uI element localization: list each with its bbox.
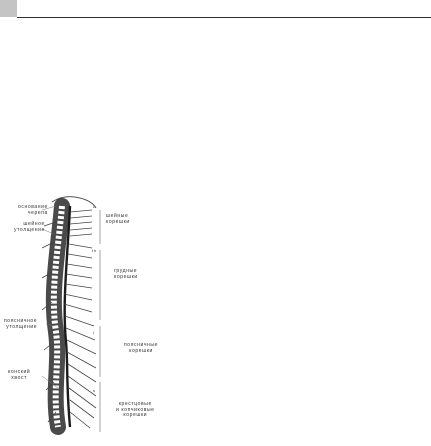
segment-mark-s: s <box>93 388 96 393</box>
segment-mark-th: th <box>92 248 97 253</box>
label-lumbar-enlargement: поясничное утолщение <box>4 318 38 330</box>
label-lumbar-roots: поясничные корешки <box>124 342 158 354</box>
label-cervical-enlargement: шейное утолщение <box>14 221 45 233</box>
label-cervical-roots: шейные корешки <box>106 213 130 225</box>
label-terminal-part: конский хвост <box>8 369 31 381</box>
corner-marker <box>0 0 17 17</box>
spinal-cord-diagram <box>0 192 200 446</box>
label-skull-base: основание черепа <box>18 204 48 216</box>
top-divider <box>17 17 431 18</box>
segment-mark-l: l <box>93 330 95 335</box>
label-sacral-roots: крестцовые и копчиковые корешки <box>116 401 155 418</box>
label-thoracic-roots: грудные корешки <box>114 268 138 280</box>
segment-mark-c: c <box>93 204 96 209</box>
